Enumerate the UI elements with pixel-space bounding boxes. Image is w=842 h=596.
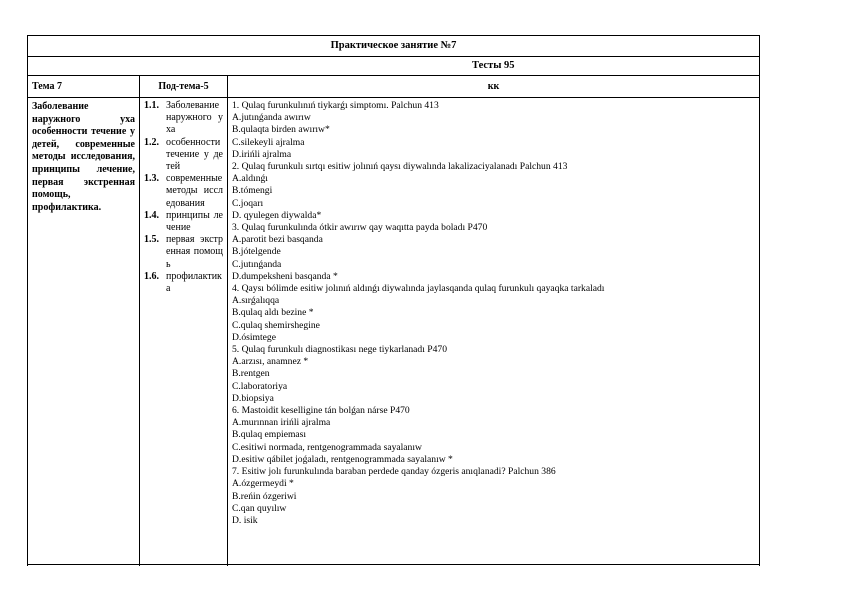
- subtopic-cell: [140, 98, 228, 567]
- question-line: C.joqarı: [232, 197, 264, 209]
- subtopic-number: 1.1.: [144, 100, 159, 111]
- tests-row: [28, 57, 760, 76]
- subtopic-text: современные методы исследования: [166, 173, 223, 209]
- question-line: 6. Mastoidit keselligine tán bolǵan nárse P470: [232, 405, 410, 417]
- content-row: [28, 98, 760, 567]
- subtopic-list: [140, 98, 227, 295]
- subtopic-number: 1.2.: [144, 136, 159, 148]
- column-header-topic: Тема 7: [28, 76, 140, 98]
- question-line: A.aldınǵı: [232, 173, 268, 185]
- question-line: B.rentgen: [232, 368, 270, 380]
- subtopic-text: особенности течение у детей: [166, 136, 223, 173]
- question-line: A.murınnan irińli ajralma: [232, 417, 331, 429]
- question-line: C.jutınǵanda: [232, 258, 282, 270]
- question-line: 2. Qulaq furunkulı sırtqı esitiw jolınıń qaysı diywalında lakalizaciyalanadı Palchun 413: [232, 161, 568, 173]
- question-line: C.laboratoriya: [232, 380, 288, 392]
- question-line: D.dumpeksheni basqanda *: [232, 270, 338, 282]
- question-line: D. qyulegen diywalda*: [232, 209, 322, 221]
- subtopic-text: Заболевание наружного уха: [166, 100, 223, 136]
- question-line: 5. Qulaq furunkulı diagnostikası nege tiykarlanadı P470: [232, 344, 448, 356]
- question-line: A.arzısı, anamnez *: [232, 356, 309, 368]
- question-line: D.esitiw qábilet joǵaladı, rentgenogrammada sayalanıw *: [232, 453, 453, 465]
- subtopic-number: 1.6.: [144, 270, 159, 282]
- subtopic-item: [144, 271, 223, 295]
- question-line: 4. Qaysı bólimde esitiw jolınıń aldınǵı diywalında jaylasqanda qulaq furunkulı qayaqka tarkaladı: [232, 283, 605, 295]
- question-line: D.biopsiya: [232, 392, 274, 404]
- title-row: [28, 36, 760, 57]
- subtopic-item: [144, 173, 223, 210]
- tests-row-spacer: [28, 57, 228, 76]
- topic-text: Заболевание наружного уха особенности течение у детей, современные методы исследования, принципы лечение, первая экстренная помощь, профилактика.: [32, 101, 135, 213]
- question-line: C.qulaq shemirshegine: [232, 319, 320, 331]
- question-line: A.sırǵalıqqa: [232, 295, 280, 307]
- test-table: [27, 35, 760, 566]
- subtopic-text: принципы лечение: [166, 209, 223, 234]
- question-line: B.qulaqta birden awırıw*: [232, 124, 330, 136]
- subtopic-number: 1.3.: [144, 173, 159, 185]
- question-line: 7. Esitiw jolı furunkulında baraban perdede qanday ózgeris anıqlanadi? Palchun 386: [232, 466, 556, 478]
- question-line: B.tómengi: [232, 185, 273, 197]
- tests-count: Тесты 95: [228, 57, 760, 76]
- test-sheet: [27, 35, 759, 566]
- questions-cell: [228, 98, 760, 567]
- question-list: [228, 98, 759, 527]
- subtopic-text: первая экстренная помощь: [166, 234, 223, 270]
- column-header-subtopic: Под-тема-5: [140, 76, 228, 98]
- page-title: Практическое занятие №7: [28, 36, 760, 57]
- subtopic-number: 1.4.: [144, 209, 159, 221]
- column-header-row: [28, 76, 760, 98]
- question-line: A.parotit bezi basqanda: [232, 234, 323, 246]
- question-line: B.reńin ózgeriwi: [232, 490, 297, 502]
- subtopic-number: 1.5.: [144, 234, 159, 246]
- bottom-rule: [27, 564, 759, 565]
- column-header-lang: кк: [228, 76, 760, 98]
- question-line: B.jótelgende: [232, 246, 281, 258]
- question-line: 1. Qulaq furunkulınıń tiykarǵı simptomı. Palchun 413: [232, 100, 439, 111]
- subtopic-item: [144, 210, 223, 234]
- question-line: C.silekeyli ajralma: [232, 136, 305, 148]
- subtopic-item: [144, 100, 223, 137]
- question-line: D. isik: [232, 514, 258, 526]
- subtopic-item: [144, 137, 223, 174]
- topic-cell: [28, 98, 140, 567]
- question-line: A.ózgermeydi *: [232, 478, 294, 490]
- question-line: A.jutınǵanda awırıw: [232, 112, 311, 124]
- question-line: 3. Qulaq furunkulında ótkir awırıw qay waqıtta payda boladı P470: [232, 222, 488, 234]
- subtopic-text: профилактика: [166, 270, 222, 295]
- question-line: C.esitiwi normada, rentgenogrammada sayalanıw: [232, 441, 422, 453]
- question-line: B.qulaq aldı bezine *: [232, 307, 314, 319]
- subtopic-item: [144, 234, 223, 271]
- question-line: D.irińli ajralma: [232, 148, 292, 160]
- question-line: C.qan quyılıw: [232, 502, 287, 514]
- question-line: D.ósimtege: [232, 331, 276, 343]
- question-line: B.qulaq empieması: [232, 429, 307, 441]
